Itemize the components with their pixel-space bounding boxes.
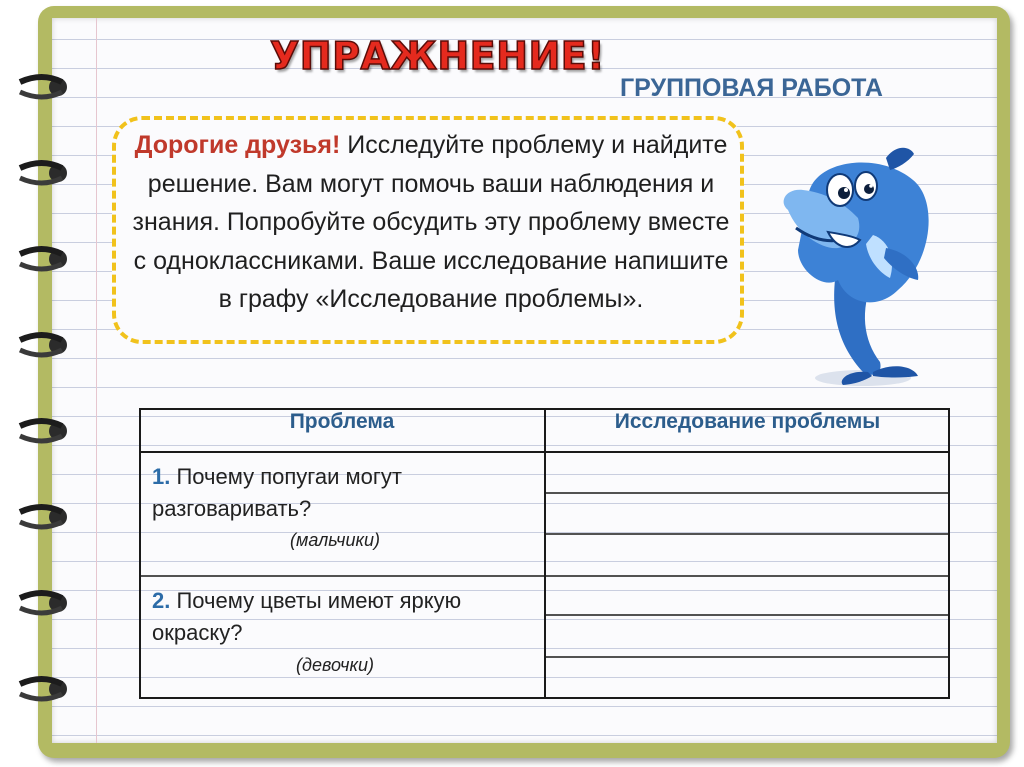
header-problem: Проблема (289, 410, 395, 433)
table-row-problem-2 (152, 585, 537, 649)
group-work-subtitle: ГРУППОВАЯ РАБОТА (620, 74, 883, 102)
table-row-problem-1 (152, 461, 537, 525)
exercise-title: УПРАЖНЕНИЕ! (270, 34, 606, 78)
row-question: Почему попугаи могут разговаривать? (152, 464, 402, 521)
instructions-body: Исследуйте проблему и найдите решение. Вам могут помочь ваши наблюдения и знания. Попробуйте обсудить эту проблему вместе с одноклассниками. Ваше исследование напишите в графу «Исследование проблемы». (132, 131, 730, 313)
spiral-ring-icon (12, 414, 76, 448)
spiral-ring-icon (12, 328, 76, 362)
row-question: Почему цветы имеют яркую окраску? (152, 588, 462, 645)
page-margin-line (96, 18, 97, 743)
spiral-ring-icon (12, 672, 76, 706)
row-number: 2. (152, 588, 171, 613)
spiral-ring-icon (12, 586, 76, 620)
problem-table (139, 408, 950, 699)
spiral-ring-icon (12, 156, 76, 190)
group-label-girls: (девочки) (296, 655, 374, 675)
spiral-ring-icon (12, 70, 76, 104)
spiral-ring-icon (12, 242, 76, 276)
instructions-text (130, 126, 732, 319)
instructions-lead: Дорогие друзья! (134, 131, 341, 159)
row-number: 1. (152, 464, 171, 489)
spiral-ring-icon (12, 500, 76, 534)
header-research: Исследование проблемы (614, 410, 881, 433)
dolphin-illustration (768, 140, 938, 390)
group-label-boys: (мальчики) (290, 530, 380, 550)
